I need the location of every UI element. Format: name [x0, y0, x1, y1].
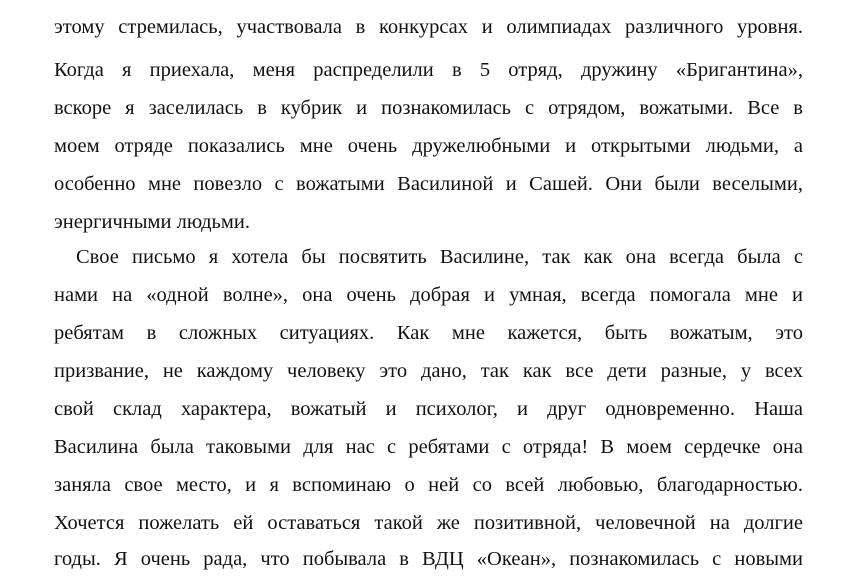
text-line: нами на «одной волне», она очень добрая и умная, всегда помогала мне и	[54, 284, 803, 306]
text-line: призвание, не каждому человеку это дано, так как все дети разные, у всех	[54, 360, 803, 382]
text-line: годы. Я очень рада, что побывала в ВДЦ «Океан», познакомилась с новыми	[54, 548, 803, 570]
text-line: особенно мне повезло с вожатыми Василиной и Сашей. Они были веселыми,	[54, 173, 803, 195]
text-line: Свое письмо я хотела бы посвятить Василине, так как она всегда была с	[76, 246, 803, 268]
text-line: Когда я приехала, меня распределили в 5 отряд, дружину «Бригантина»,	[54, 59, 803, 81]
text-line: Хочется пожелать ей оставаться такой же позитивной, человечной на долгие	[54, 512, 803, 534]
text-line: моем отряде показались мне очень дружелюбными и открытыми людьми, а	[54, 135, 803, 157]
text-line: энергичными людьми.	[54, 211, 250, 233]
text-line: этому стремилась, участвовала в конкурсах и олимпиадах различного уровня.	[54, 16, 803, 38]
text-line: Василина была таковыми для нас с ребятами с отряда! В моем сердечке она	[54, 436, 803, 458]
text-line: заняла свое место, и я вспоминаю о ней со всей любовью, благодарностью.	[54, 474, 803, 496]
text-line: ребятам в сложных ситуациях. Как мне кажется, быть вожатым, это	[54, 322, 803, 344]
text-line: свой склад характера, вожатый и психолог, и друг одновременно. Наша	[54, 398, 803, 420]
text-line: вскоре я заселилась в кубрик и познакомилась с отрядом, вожатыми. Все в	[54, 97, 803, 119]
